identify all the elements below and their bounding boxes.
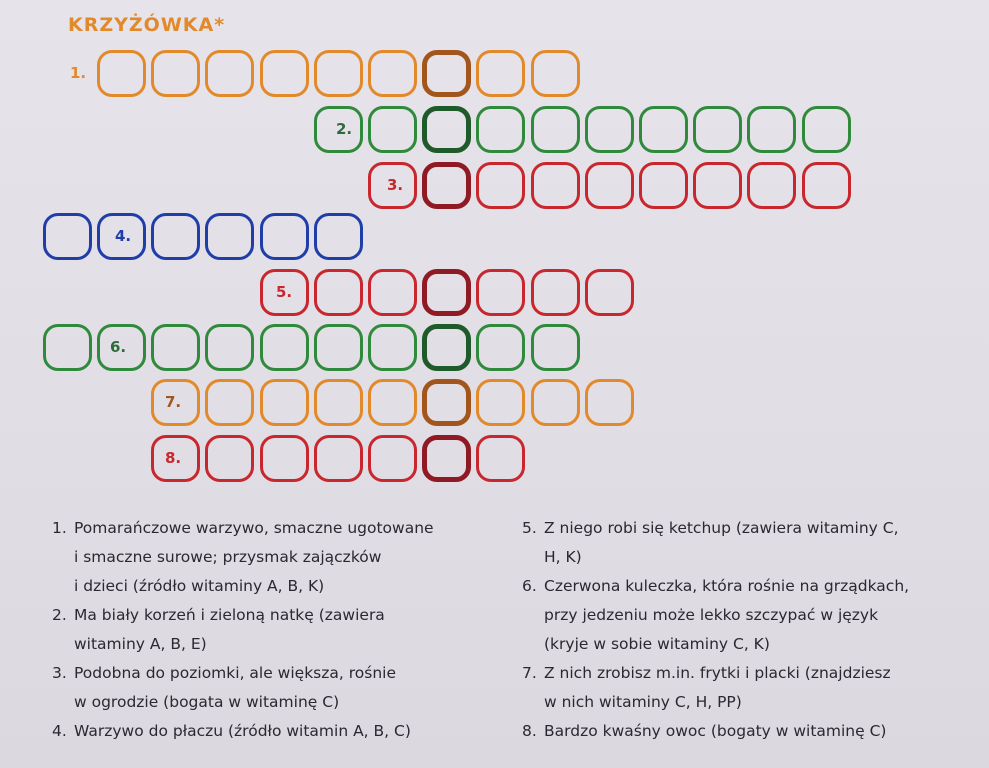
crossword-cell[interactable] (531, 162, 580, 209)
crossword-cell[interactable] (368, 106, 417, 153)
crossword-cell[interactable] (476, 324, 525, 371)
crossword-cell[interactable] (314, 106, 363, 153)
clue-number: 7. (522, 664, 537, 682)
crossword-cell[interactable] (368, 162, 417, 209)
crossword-cell[interactable] (43, 324, 92, 371)
clue-number: 2. (52, 606, 67, 624)
crossword-cell[interactable] (747, 162, 796, 209)
crossword-cell[interactable] (260, 269, 309, 316)
crossword-cell[interactable] (368, 50, 417, 97)
clue-text-line: Podobna do poziomki, ale większa, rośnie (74, 664, 397, 682)
crossword-cell[interactable] (260, 435, 309, 482)
crossword-cell[interactable] (802, 106, 851, 153)
crossword-cell[interactable] (476, 435, 525, 482)
crossword-cell[interactable] (97, 50, 146, 97)
crossword-cell[interactable] (693, 106, 742, 153)
clue-number: 3. (52, 664, 67, 682)
crossword-solution-cell[interactable] (422, 324, 471, 371)
crossword-cell[interactable] (314, 213, 363, 260)
clue-text-line: H, K) (544, 548, 582, 566)
clue-item (52, 601, 434, 659)
crossword-cell[interactable] (97, 324, 146, 371)
crossword-cell[interactable] (531, 50, 580, 97)
crossword-cell[interactable] (368, 379, 417, 426)
crossword-cell[interactable] (476, 162, 525, 209)
row-number-6: 6. (110, 338, 127, 356)
clue-text-line: Ma biały korzeń i zieloną natkę (zawiera (74, 606, 385, 624)
crossword-cell[interactable] (531, 324, 580, 371)
clue-text-line: witaminy A, B, E) (74, 635, 207, 653)
crossword-cell[interactable] (639, 162, 688, 209)
crossword-cell[interactable] (205, 435, 254, 482)
clue-text-line: w ogrodzie (bogata w witaminę C) (74, 693, 340, 711)
clue-number: 1. (52, 519, 67, 537)
clue-item (52, 659, 434, 717)
page-title: KRZYŻÓWKA* (68, 14, 226, 36)
row-number-7: 7. (165, 393, 182, 411)
crossword-cell[interactable] (585, 162, 634, 209)
crossword-cell[interactable] (476, 269, 525, 316)
clue-text-line: Bardzo kwaśny owoc (bogaty w witaminę C) (544, 722, 887, 740)
crossword-cell[interactable] (476, 106, 525, 153)
crossword-cell[interactable] (260, 50, 309, 97)
clue-text-line: Pomarańczowe warzywo, smaczne ugotowane (74, 519, 434, 537)
crossword-cell[interactable] (151, 379, 200, 426)
crossword-cell[interactable] (205, 213, 254, 260)
crossword-cell[interactable] (43, 213, 92, 260)
crossword-cell[interactable] (476, 50, 525, 97)
crossword-cell[interactable] (314, 379, 363, 426)
crossword-cell[interactable] (585, 106, 634, 153)
crossword-cell[interactable] (97, 213, 146, 260)
crossword-cell[interactable] (314, 50, 363, 97)
crossword-cell[interactable] (585, 269, 634, 316)
crossword-cell[interactable] (260, 379, 309, 426)
clue-text-line: przy jedzeniu może lekko szczypać w język (544, 606, 879, 624)
crossword-cell[interactable] (151, 50, 200, 97)
crossword-cell[interactable] (151, 324, 200, 371)
crossword-cell[interactable] (531, 106, 580, 153)
clue-number: 4. (52, 722, 67, 740)
crossword-solution-cell[interactable] (422, 106, 471, 153)
crossword-cell[interactable] (151, 435, 200, 482)
crossword-cell[interactable] (802, 162, 851, 209)
crossword-cell[interactable] (368, 269, 417, 316)
crossword-cell[interactable] (639, 106, 688, 153)
crossword-cell[interactable] (747, 106, 796, 153)
clue-item (52, 717, 434, 746)
crossword-cell[interactable] (531, 269, 580, 316)
crossword-cell[interactable] (205, 324, 254, 371)
crossword-cell[interactable] (260, 324, 309, 371)
crossword-cell[interactable] (314, 435, 363, 482)
clue-number: 6. (522, 577, 537, 595)
crossword-cell[interactable] (205, 379, 254, 426)
clues-right-column (522, 514, 909, 746)
clue-item (522, 572, 909, 659)
row-number-8: 8. (165, 449, 182, 467)
clue-number: 8. (522, 722, 537, 740)
crossword-cell[interactable] (585, 379, 634, 426)
clue-item (522, 717, 909, 746)
crossword-cell[interactable] (476, 379, 525, 426)
crossword-cell[interactable] (205, 50, 254, 97)
crossword-solution-cell[interactable] (422, 269, 471, 316)
clues-left-column (52, 514, 434, 746)
crossword-solution-cell[interactable] (422, 379, 471, 426)
row-number-3: 3. (387, 176, 404, 194)
row-number-1: 1. (70, 64, 87, 82)
clue-text-line: i dzieci (źródło witaminy A, B, K) (74, 577, 325, 595)
crossword-cell[interactable] (368, 324, 417, 371)
crossword-cell[interactable] (314, 324, 363, 371)
clue-text-line: (kryje w sobie witaminy C, K) (544, 635, 770, 653)
crossword-cell[interactable] (531, 379, 580, 426)
clue-text-line: Warzywo do płaczu (źródło witamin A, B, C) (74, 722, 411, 740)
crossword-solution-cell[interactable] (422, 435, 471, 482)
crossword-cell[interactable] (260, 213, 309, 260)
crossword-cell[interactable] (693, 162, 742, 209)
clue-text-line: w nich witaminy C, H, PP) (544, 693, 742, 711)
clue-text-line: Z nich zrobisz m.in. frytki i placki (znajdziesz (544, 664, 891, 682)
clue-item (522, 514, 909, 572)
clue-item (522, 659, 909, 717)
crossword-solution-cell[interactable] (422, 162, 471, 209)
row-number-5: 5. (276, 283, 293, 301)
clue-number: 5. (522, 519, 537, 537)
clue-item (52, 514, 434, 601)
crossword-cell[interactable] (151, 213, 200, 260)
row-number-4: 4. (115, 227, 132, 245)
clue-text-line: Z niego robi się ketchup (zawiera witaminy C, (544, 519, 899, 537)
crossword-cell[interactable] (368, 435, 417, 482)
row-number-2: 2. (336, 120, 353, 138)
clue-text-line: Czerwona kuleczka, która rośnie na grządkach, (544, 577, 910, 595)
crossword-solution-cell[interactable] (422, 50, 471, 97)
clue-text-line: i smaczne surowe; przysmak zajączków (74, 548, 382, 566)
crossword-cell[interactable] (314, 269, 363, 316)
